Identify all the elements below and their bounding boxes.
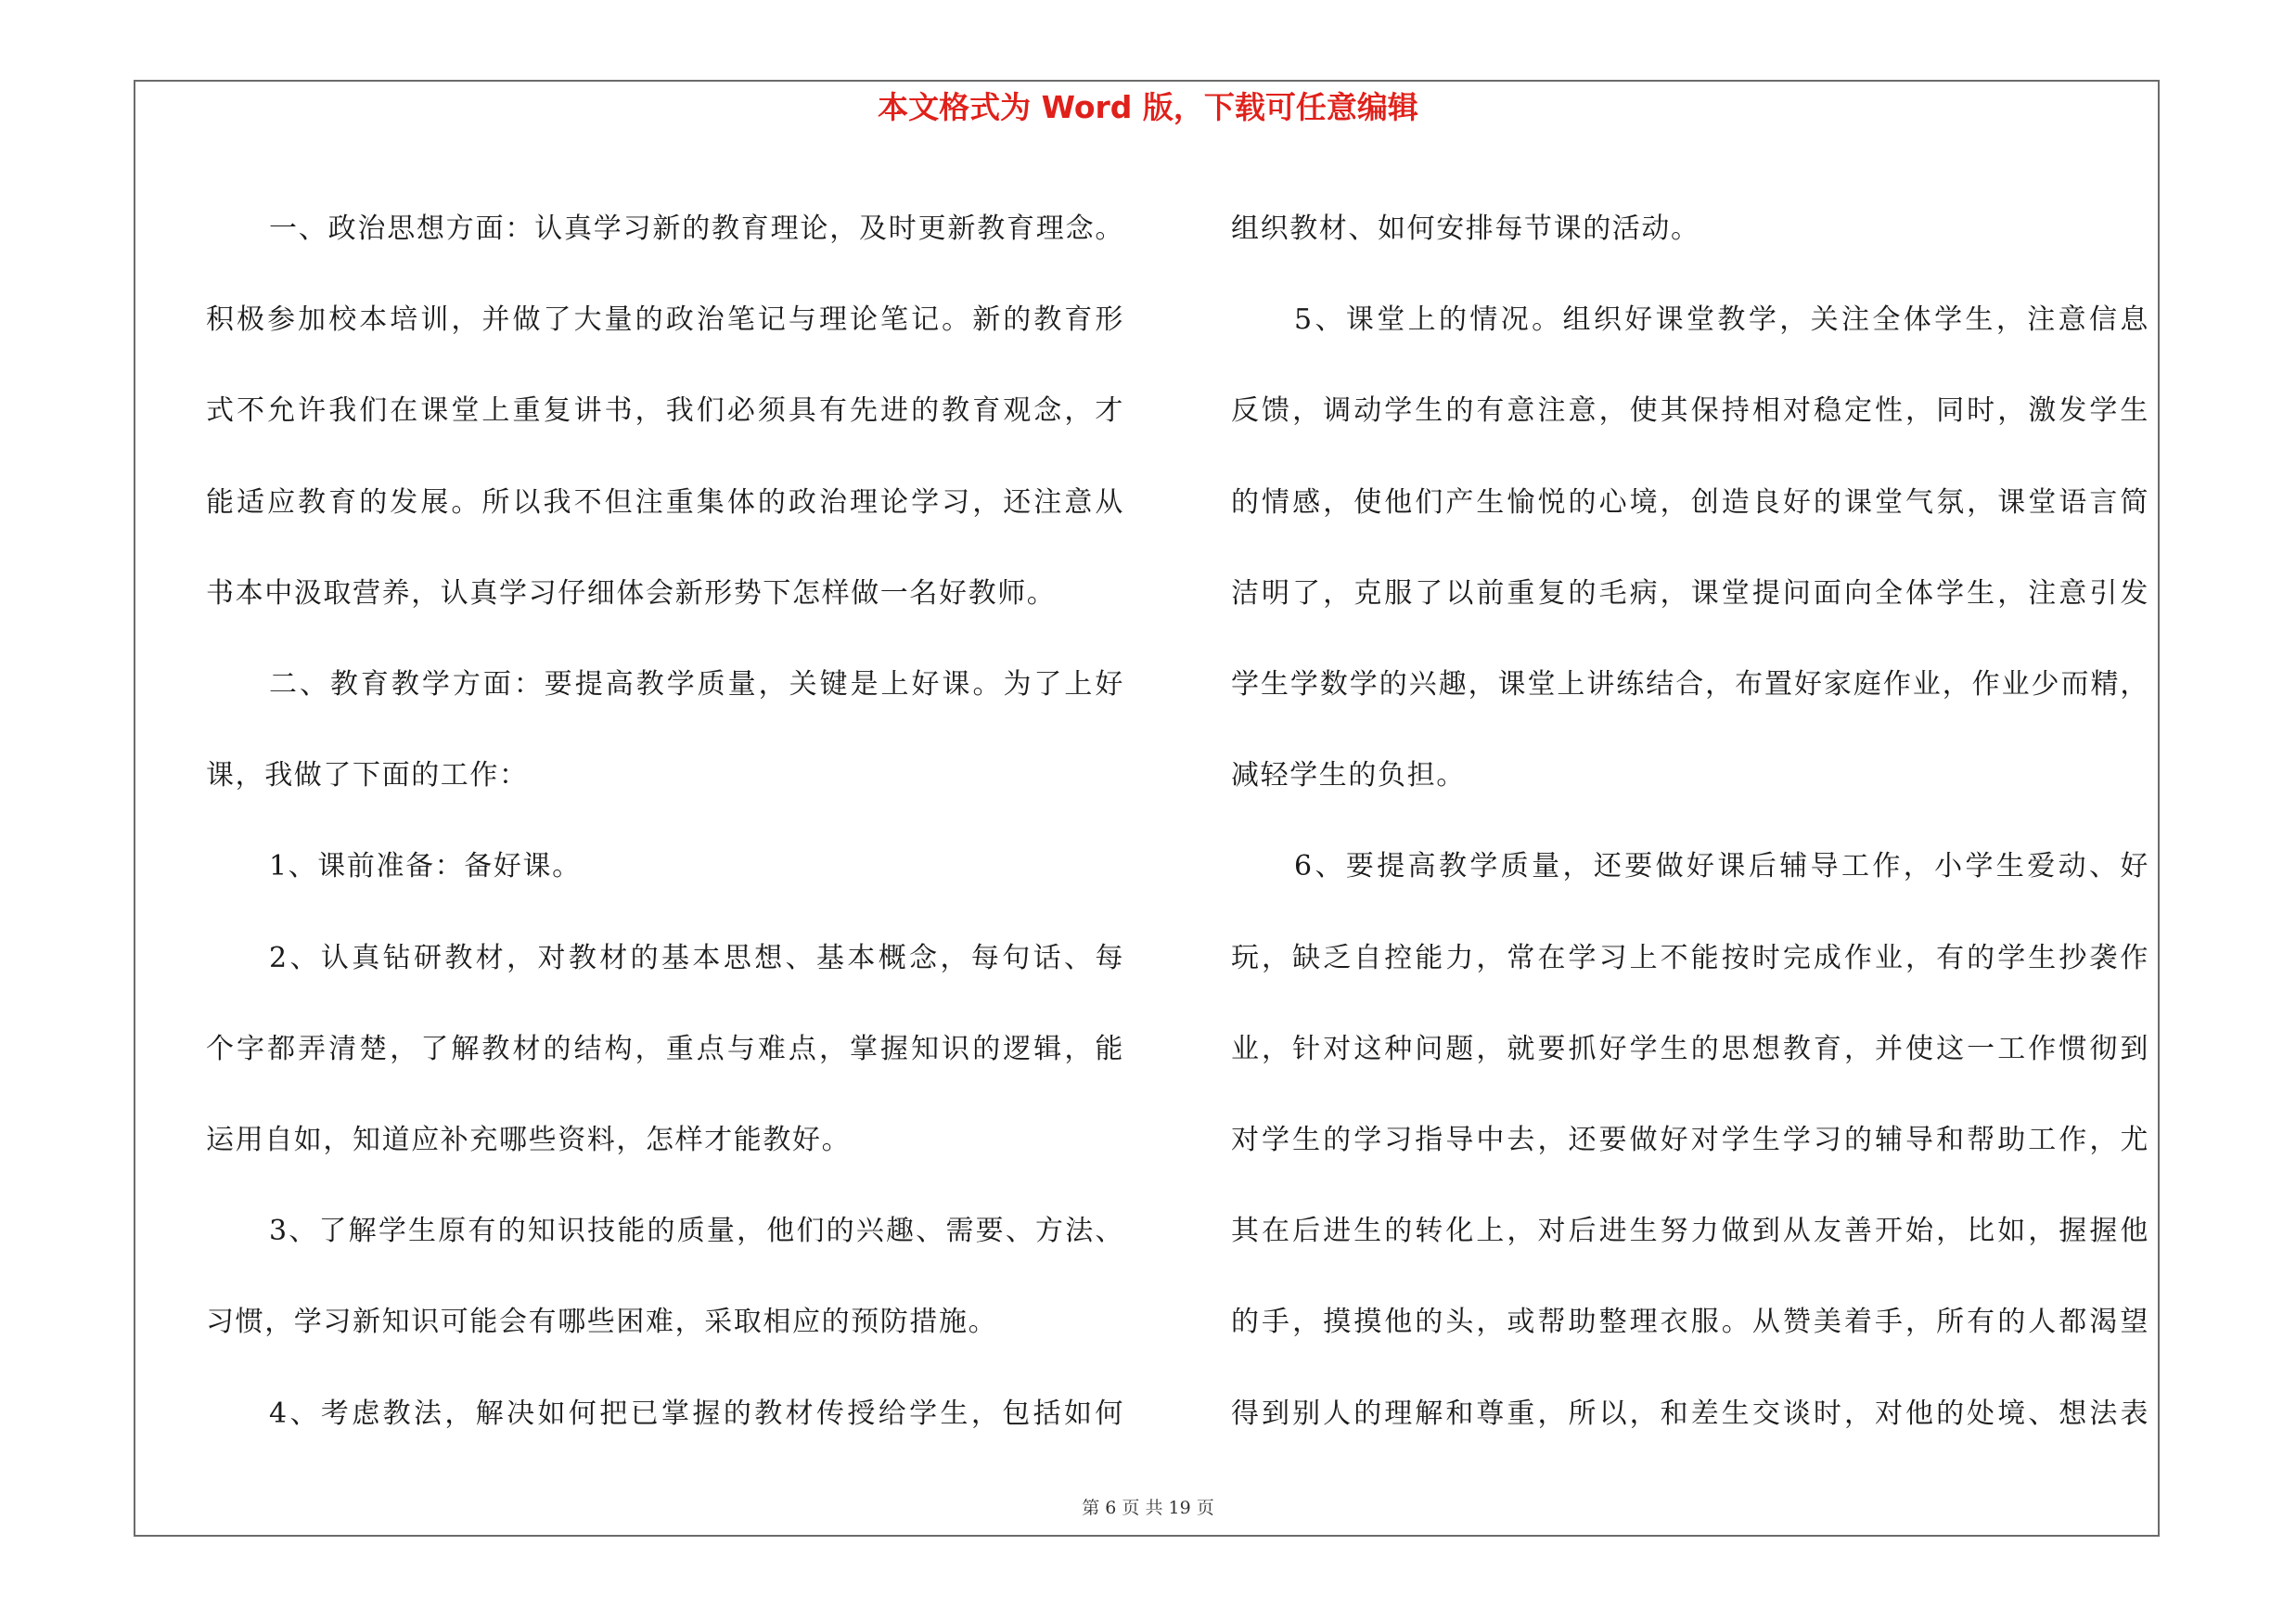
text-line: 其在后进生的转化上，对后进生努力做到从友善开始，比如，握握他 xyxy=(1231,1215,2149,1248)
text-line: 反馈，调动学生的有意注意，使其保持相对稳定性，同时，激发学生 xyxy=(1231,394,2149,428)
header-notice: 本文格式为 Word 版，下载可任意编辑 xyxy=(878,89,1418,125)
text-line: 1、课前准备：备好课。 xyxy=(269,850,582,883)
text-line: 的情感，使他们产生愉悦的心境，创造良好的课堂气氛，课堂语言简 xyxy=(1231,485,2149,519)
text-line: 得到别人的理解和尊重，所以，和差生交谈时，对他的处境、想法表 xyxy=(1231,1397,2149,1430)
text-line: 玩，缺乏自控能力，常在学习上不能按时完成作业，有的学生抄袭作 xyxy=(1231,941,2149,974)
text-line: 4、考虑教法，解决如何把已掌握的教材传授给学生，包括如何 xyxy=(269,1397,1124,1430)
text-line: 学生学数学的兴趣，课堂上讲练结合，布置好家庭作业，作业少而精， xyxy=(1231,668,2149,702)
text-line: 5、课堂上的情况。组织好课堂教学，关注全体学生，注意信息 xyxy=(1294,303,2149,337)
text-line: 课，我做了下面的工作： xyxy=(206,759,529,792)
text-line: 运用自如，知道应补充哪些资料，怎样才能教好。 xyxy=(206,1124,852,1157)
text-line: 二、教育教学方面：要提高教学质量，关键是上好课。为了上好 xyxy=(269,668,1124,702)
text-line: 式不允许我们在课堂上重复讲书，我们必须具有先进的教育观念，才 xyxy=(206,394,1124,428)
text-line: 洁明了，克服了以前重复的毛病，课堂提问面向全体学生，注意引发 xyxy=(1231,576,2149,610)
text-line: 6、要提高教学质量，还要做好课后辅导工作，小学生爱动、好 xyxy=(1294,850,2149,883)
right-column xyxy=(1231,184,2149,1460)
text-line: 书本中汲取营养，认真学习仔细体会新形势下怎样做一名好教师。 xyxy=(206,576,1057,610)
text-line: 对学生的学习指导中去，还要做好对学生学习的辅导和帮助工作，尤 xyxy=(1231,1124,2149,1157)
text-line: 能适应教育的发展。所以我不但注重集体的政治理论学习，还注意从 xyxy=(206,485,1124,519)
text-line: 积极参加校本培训，并做了大量的政治笔记与理论笔记。新的教育形 xyxy=(206,303,1124,337)
text-line: 的手，摸摸他的头，或帮助整理衣服。从赞美着手，所有的人都渴望 xyxy=(1231,1306,2149,1339)
text-line: 2、认真钻研教材，对教材的基本思想、基本概念，每句话、每 xyxy=(269,941,1124,974)
text-line: 个字都弄清楚，了解教材的结构，重点与难点，掌握知识的逻辑，能 xyxy=(206,1032,1124,1065)
left-column xyxy=(206,184,1124,1460)
text-line: 3、了解学生原有的知识技能的质量，他们的兴趣、需要、方法、 xyxy=(269,1215,1124,1248)
page-number-footer: 第 6 页 共 19 页 xyxy=(1082,1498,1214,1518)
text-line: 习惯，学习新知识可能会有哪些困难，采取相应的预防措施。 xyxy=(206,1306,998,1339)
text-line: 一、政治思想方面：认真学习新的教育理论，及时更新教育理念。 xyxy=(269,213,1124,245)
text-line: 减轻学生的负担。 xyxy=(1231,759,1466,792)
text-line: 业，针对这种问题，就要抓好学生的思想教育，并使这一工作惯彻到 xyxy=(1231,1032,2149,1065)
text-line: 组织教材、如何安排每节课的活动。 xyxy=(1231,213,1700,245)
